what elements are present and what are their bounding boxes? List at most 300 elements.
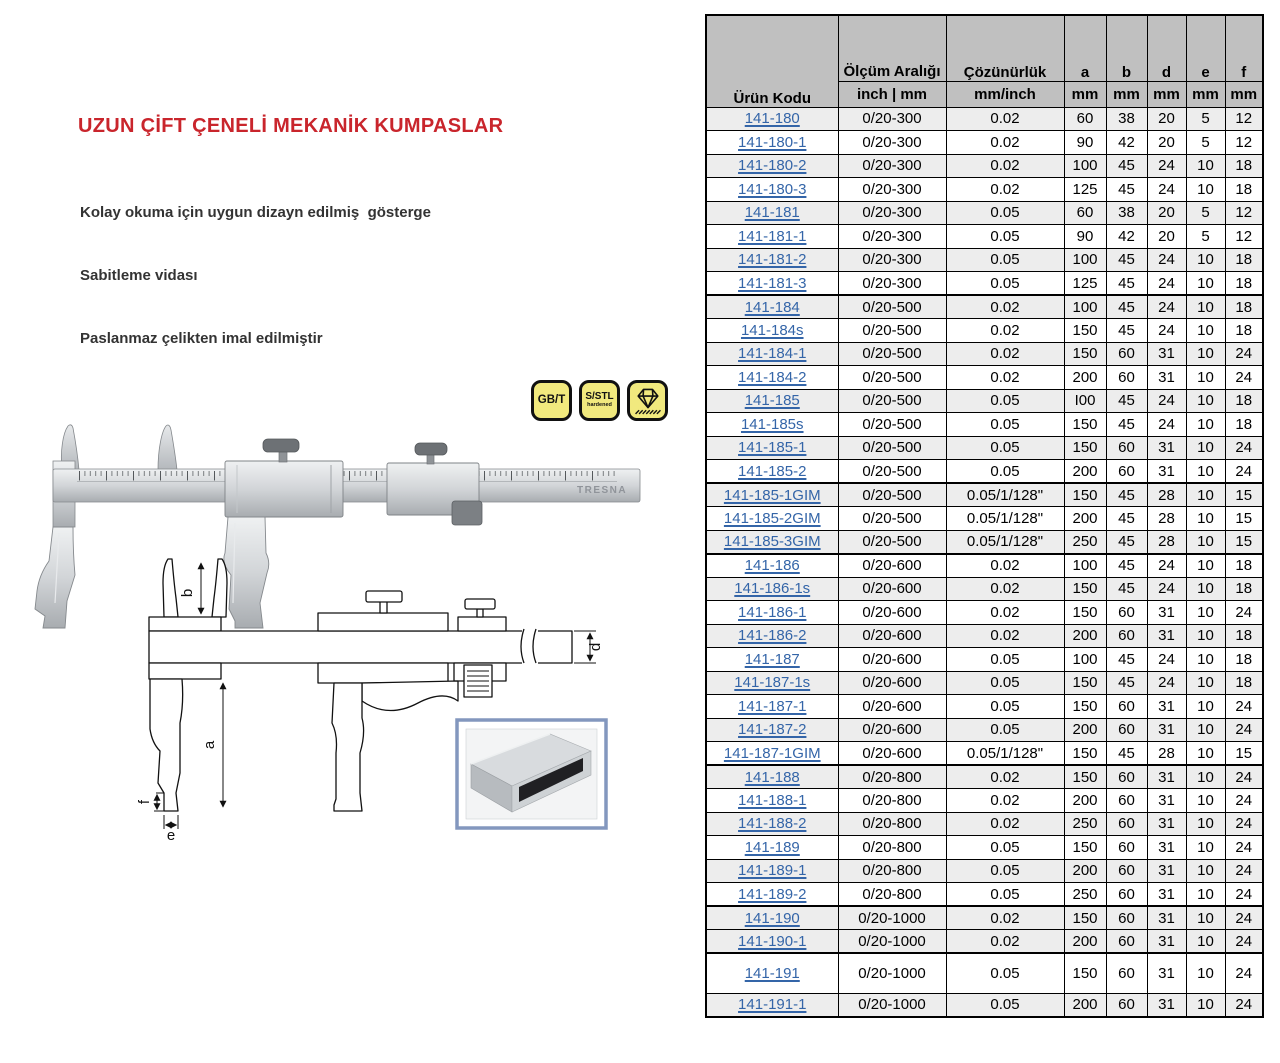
resolution-cell: 0.05: [946, 460, 1064, 484]
dim-cell: 60: [1106, 436, 1147, 460]
dim-cell: 10: [1186, 460, 1225, 484]
drawing-thumbscrew: [465, 599, 495, 609]
dim-cell: 60: [1106, 765, 1147, 789]
dim-cell: 60: [1064, 107, 1106, 131]
range-cell: 0/20-800: [838, 789, 946, 813]
dim-cell: 200: [1064, 789, 1106, 813]
range-cell: 0/20-600: [838, 648, 946, 672]
dim-cell: 10: [1186, 248, 1225, 272]
dim-cell: 42: [1106, 225, 1147, 249]
dim-cell: 45: [1106, 671, 1147, 695]
dim-cell: 24: [1225, 906, 1263, 930]
product-code-link[interactable]: 141-190: [744, 909, 800, 927]
spec-table-container: [705, 14, 1264, 1018]
dim-cell: 24: [1225, 436, 1263, 460]
product-code-link[interactable]: 141-185s: [740, 415, 804, 433]
resolution-cell: 0.05/1/128": [946, 530, 1064, 554]
product-code-cell: [706, 342, 838, 366]
product-code-link[interactable]: 141-187-2: [738, 721, 807, 739]
product-code-cell: [706, 718, 838, 742]
product-code-link[interactable]: 141-191-1: [738, 996, 807, 1013]
dim-cell: 24: [1225, 993, 1263, 1017]
product-code-link[interactable]: 141-181-2: [738, 251, 807, 269]
product-code-link[interactable]: 141-187-1: [738, 697, 807, 715]
table-row: [706, 836, 1263, 860]
range-cell: 0/20-300: [838, 201, 946, 225]
dim-cell: 60: [1106, 366, 1147, 390]
dim-cell: 24: [1225, 789, 1263, 813]
dim-cell: 24: [1225, 460, 1263, 484]
dim-cell: 60: [1106, 789, 1147, 813]
product-code-cell: [706, 366, 838, 390]
dim-cell: 150: [1064, 742, 1106, 766]
sstl-badge-sublabel: hardened: [587, 402, 612, 409]
dim-cell: 150: [1064, 695, 1106, 719]
product-code-link[interactable]: 141-189-2: [738, 885, 807, 903]
dim-cell: 45: [1106, 154, 1147, 178]
resolution-cell: 0.05: [946, 859, 1064, 883]
dim-cell: 12: [1225, 131, 1263, 155]
product-code-link[interactable]: 141-185-2GIM: [723, 509, 821, 527]
dim-cell: 31: [1147, 953, 1186, 993]
dim-cell: 10: [1186, 930, 1225, 954]
range-cell: 0/20-500: [838, 530, 946, 554]
dim-cell: 18: [1225, 624, 1263, 648]
table-row: [706, 413, 1263, 437]
resolution-cell: 0.05: [946, 248, 1064, 272]
resolution-cell: 0.05: [946, 201, 1064, 225]
dim-cell: 24: [1147, 577, 1186, 601]
dim-cell: 200: [1064, 718, 1106, 742]
range-cell: 0/20-300: [838, 131, 946, 155]
header-resolution-unit: mm/inch: [946, 81, 1064, 107]
product-code-cell: [706, 554, 838, 578]
feature-line: Kolay okuma için uygun dizayn edilmiş gösterge: [80, 204, 431, 221]
range-cell: 0/20-300: [838, 178, 946, 202]
product-code-link[interactable]: 141-184-1: [738, 345, 807, 363]
dim-cell: 60: [1106, 993, 1147, 1017]
dim-cell: 10: [1186, 272, 1225, 296]
dim-cell: 60: [1106, 695, 1147, 719]
product-code-cell: [706, 295, 838, 319]
resolution-cell: 0.05: [946, 272, 1064, 296]
dim-cell: 90: [1064, 131, 1106, 155]
resolution-cell: 0.05: [946, 695, 1064, 719]
dim-cell: 31: [1147, 342, 1186, 366]
dim-cell: 45: [1106, 295, 1147, 319]
dim-cell: 24: [1147, 319, 1186, 343]
product-code-cell: [706, 812, 838, 836]
range-cell: 0/20-500: [838, 366, 946, 390]
header-dim-a: a: [1064, 15, 1106, 81]
product-code-cell: [706, 319, 838, 343]
brand-label: TRESNA: [577, 485, 628, 496]
dim-cell: 42: [1106, 131, 1147, 155]
dim-cell: 90: [1064, 225, 1106, 249]
range-cell: 0/20-1000: [838, 930, 946, 954]
range-cell: 0/20-600: [838, 718, 946, 742]
dim-cell: 28: [1147, 483, 1186, 507]
dim-cell: 45: [1106, 413, 1147, 437]
dim-cell: 24: [1147, 554, 1186, 578]
dim-cell: 18: [1225, 413, 1263, 437]
dim-cell: 15: [1225, 530, 1263, 554]
product-code-link[interactable]: 141-180: [744, 110, 800, 128]
header-range-unit: inch | mm: [838, 81, 946, 107]
dim-cell: 31: [1147, 460, 1186, 484]
dim-cell: 24: [1147, 671, 1186, 695]
dim-cell: 31: [1147, 601, 1186, 625]
dim-cell: 18: [1225, 248, 1263, 272]
dim-cell: 10: [1186, 883, 1225, 907]
dim-cell: 31: [1147, 906, 1186, 930]
dim-cell: 10: [1186, 577, 1225, 601]
photo-upper-movable-jaw: [158, 425, 177, 470]
photo-lock-knob: [452, 501, 482, 525]
product-code-link[interactable]: 141-184s: [740, 321, 804, 339]
range-cell: 0/20-500: [838, 507, 946, 531]
table-row: [706, 742, 1263, 766]
dim-cell: 200: [1064, 366, 1106, 390]
header-unit-mm: mm: [1225, 81, 1263, 107]
dim-cell: 24: [1147, 178, 1186, 202]
diamond-hardness-icon: [627, 380, 668, 421]
product-code-link[interactable]: 141-189-1: [738, 862, 807, 880]
header-dim-f: f: [1225, 15, 1263, 81]
resolution-cell: 0.05: [946, 836, 1064, 860]
feature-line: Sabitleme vidası: [80, 267, 198, 284]
table-row: [706, 577, 1263, 601]
table-row: [706, 930, 1263, 954]
dim-cell: 150: [1064, 953, 1106, 993]
dim-cell: 5: [1186, 225, 1225, 249]
table-row: [706, 530, 1263, 554]
dim-cell: 10: [1186, 742, 1225, 766]
dim-cell: 45: [1106, 248, 1147, 272]
dim-cell: 24: [1225, 859, 1263, 883]
table-row: [706, 131, 1263, 155]
resolution-cell: 0.02: [946, 765, 1064, 789]
dim-cell: 38: [1106, 107, 1147, 131]
dim-label-e: e: [166, 827, 176, 844]
dim-cell: 45: [1106, 483, 1147, 507]
range-cell: 0/20-600: [838, 601, 946, 625]
product-code-cell: [706, 577, 838, 601]
range-cell: 0/20-500: [838, 319, 946, 343]
dim-cell: 45: [1106, 319, 1147, 343]
dim-cell: 15: [1225, 742, 1263, 766]
header-unit-mm: mm: [1106, 81, 1147, 107]
resolution-cell: 0.02: [946, 789, 1064, 813]
dim-label-a: a: [201, 740, 218, 750]
dim-cell: 10: [1186, 483, 1225, 507]
resolution-cell: 0.02: [946, 906, 1064, 930]
product-code-link[interactable]: 141-187: [744, 650, 800, 668]
drawing-lower-movable-jaw: [332, 683, 364, 811]
dim-cell: 45: [1106, 507, 1147, 531]
dim-cell: 12: [1225, 225, 1263, 249]
resolution-cell: 0.05: [946, 718, 1064, 742]
dim-cell: 10: [1186, 953, 1225, 993]
dim-cell: 200: [1064, 930, 1106, 954]
dim-cell: 24: [1147, 154, 1186, 178]
dim-cell: 60: [1106, 624, 1147, 648]
product-code-link[interactable]: 141-188-1: [738, 791, 807, 809]
dim-cell: 60: [1106, 342, 1147, 366]
table-row: [706, 295, 1263, 319]
resolution-cell: 0.05/1/128": [946, 483, 1064, 507]
product-code-link[interactable]: 141-180-2: [738, 157, 807, 175]
dim-cell: 250: [1064, 812, 1106, 836]
table-row: [706, 319, 1263, 343]
resolution-cell: 0.02: [946, 154, 1064, 178]
dim-cell: 150: [1064, 413, 1106, 437]
table-row: [706, 812, 1263, 836]
product-code-link[interactable]: 141-185: [744, 392, 800, 410]
range-cell: 0/20-1000: [838, 993, 946, 1017]
dim-cell: 60: [1106, 460, 1147, 484]
dim-cell: 150: [1064, 671, 1106, 695]
range-cell: 0/20-1000: [838, 906, 946, 930]
product-code-cell: [706, 225, 838, 249]
header-dim-d: d: [1147, 15, 1186, 81]
dim-cell: 45: [1106, 742, 1147, 766]
range-cell: 0/20-800: [838, 836, 946, 860]
dim-cell: 24: [1225, 601, 1263, 625]
dim-cell: 18: [1225, 554, 1263, 578]
table-row: [706, 107, 1263, 131]
table-row: [706, 366, 1263, 390]
dim-cell: 24: [1147, 248, 1186, 272]
dim-cell: 10: [1186, 789, 1225, 813]
range-cell: 0/20-600: [838, 554, 946, 578]
header-unit-mm: mm: [1186, 81, 1225, 107]
range-cell: 0/20-500: [838, 436, 946, 460]
dim-label-f: f: [136, 799, 153, 805]
drawing-beam: [149, 631, 572, 663]
product-code-cell: [706, 993, 838, 1017]
dim-cell: 45: [1106, 178, 1147, 202]
dim-cell: 60: [1106, 953, 1147, 993]
dim-cell: 24: [1225, 342, 1263, 366]
dim-cell: 10: [1186, 295, 1225, 319]
dim-cell: 125: [1064, 178, 1106, 202]
range-cell: 0/20-1000: [838, 953, 946, 993]
product-code-link[interactable]: 141-186: [744, 557, 800, 574]
dim-cell: 24: [1225, 953, 1263, 993]
table-row: [706, 272, 1263, 296]
dim-cell: 10: [1186, 695, 1225, 719]
dim-cell: 31: [1147, 836, 1186, 860]
range-cell: 0/20-500: [838, 483, 946, 507]
table-row: [706, 624, 1263, 648]
resolution-cell: 0.02: [946, 601, 1064, 625]
resolution-cell: 0.05: [946, 993, 1064, 1017]
dim-cell: 24: [1147, 295, 1186, 319]
diamond-glyph: [632, 384, 664, 417]
dim-cell: 5: [1186, 131, 1225, 155]
table-row: [706, 154, 1263, 178]
resolution-cell: 0.05/1/128": [946, 742, 1064, 766]
table-row: [706, 483, 1263, 507]
dim-cell: 60: [1106, 859, 1147, 883]
range-cell: 0/20-800: [838, 765, 946, 789]
spec-table-body: [706, 107, 1263, 1017]
drawing-fine-adjust-top: [458, 617, 506, 631]
dim-cell: 10: [1186, 993, 1225, 1017]
resolution-cell: 0.02: [946, 107, 1064, 131]
product-code-link[interactable]: 141-181: [744, 204, 800, 222]
product-code-cell: [706, 953, 838, 993]
dim-cell: 12: [1225, 107, 1263, 131]
resolution-cell: 0.02: [946, 319, 1064, 343]
resolution-cell: 0.05: [946, 389, 1064, 413]
product-code-cell: [706, 742, 838, 766]
dim-cell: 10: [1186, 812, 1225, 836]
product-code-cell: [706, 131, 838, 155]
dim-cell: 60: [1106, 601, 1147, 625]
product-code-link[interactable]: 141-185-1GIM: [723, 486, 821, 504]
product-code-cell: [706, 836, 838, 860]
product-code-link[interactable]: 141-184-2: [738, 368, 807, 386]
product-code-link[interactable]: 141-191: [744, 964, 800, 982]
product-code-link[interactable]: 141-188-2: [738, 815, 807, 833]
product-code-cell: [706, 248, 838, 272]
product-code-link[interactable]: 141-188: [744, 768, 800, 786]
product-code-link[interactable]: 141-189: [744, 838, 800, 856]
dim-cell: 250: [1064, 883, 1106, 907]
dim-cell: 18: [1225, 178, 1263, 202]
dim-cell: 24: [1225, 883, 1263, 907]
table-row: [706, 601, 1263, 625]
dim-cell: 10: [1186, 530, 1225, 554]
product-code-link[interactable]: 141-187-1GIM: [723, 744, 821, 762]
product-code-cell: [706, 154, 838, 178]
spec-table: [705, 14, 1264, 1018]
product-code-link[interactable]: 141-186-1s: [734, 580, 811, 598]
stainless-steel-hardened-badge: [579, 380, 620, 421]
product-code-link[interactable]: 141-180-3: [738, 180, 807, 198]
dim-cell: 10: [1186, 154, 1225, 178]
dim-cell: 10: [1186, 765, 1225, 789]
dim-cell: 10: [1186, 436, 1225, 460]
dim-cell: 5: [1186, 107, 1225, 131]
dim-cell: 18: [1225, 154, 1263, 178]
gbt-badge-label: GB/T: [537, 393, 566, 406]
dim-cell: 20: [1147, 225, 1186, 249]
product-code-link[interactable]: 141-181-1: [738, 227, 807, 245]
beam-cross-section-photo: [455, 718, 608, 830]
drawing-upper-movable-jaw: [212, 559, 227, 617]
product-code-link[interactable]: 141-185-1: [738, 439, 807, 457]
range-cell: 0/20-500: [838, 342, 946, 366]
product-code-cell: [706, 765, 838, 789]
resolution-cell: 0.02: [946, 366, 1064, 390]
header-dim-b: b: [1106, 15, 1147, 81]
dim-cell: 100: [1064, 648, 1106, 672]
dim-cell: 150: [1064, 436, 1106, 460]
product-code-cell: [706, 883, 838, 907]
range-cell: 0/20-800: [838, 859, 946, 883]
range-cell: 0/20-600: [838, 671, 946, 695]
dim-cell: 45: [1106, 577, 1147, 601]
dim-cell: 200: [1064, 507, 1106, 531]
product-code-link[interactable]: 141-190-1: [738, 932, 807, 950]
range-cell: 0/20-600: [838, 577, 946, 601]
dim-cell: 18: [1225, 671, 1263, 695]
product-code-link[interactable]: 141-184: [744, 298, 800, 316]
product-code-cell: [706, 272, 838, 296]
dim-cell: 20: [1147, 131, 1186, 155]
resolution-cell: 0.05: [946, 648, 1064, 672]
dim-cell: 10: [1186, 836, 1225, 860]
range-cell: 0/20-500: [838, 389, 946, 413]
page-title: UZUN ÇİFT ÇENELİ MEKANİK KUMPASLAR: [78, 115, 504, 137]
product-code-link[interactable]: 141-181-3: [738, 274, 807, 292]
product-code-cell: [706, 460, 838, 484]
dim-cell: 10: [1186, 178, 1225, 202]
resolution-cell: 0.02: [946, 930, 1064, 954]
dim-cell: 20: [1147, 201, 1186, 225]
dim-cell: 31: [1147, 789, 1186, 813]
table-row: [706, 342, 1263, 366]
dim-cell: 100: [1064, 248, 1106, 272]
dim-cell: 10: [1186, 648, 1225, 672]
table-row: [706, 859, 1263, 883]
dim-cell: 150: [1064, 577, 1106, 601]
dim-cell: 24: [1225, 366, 1263, 390]
table-row: [706, 648, 1263, 672]
feature-line: Paslanmaz çelikten imal edilmiştir: [80, 330, 323, 347]
dim-label-b: b: [179, 588, 196, 598]
resolution-cell: 0.05: [946, 883, 1064, 907]
dim-cell: 24: [1225, 812, 1263, 836]
product-code-link[interactable]: 141-180-1: [738, 133, 807, 151]
table-row: [706, 695, 1263, 719]
product-code-link[interactable]: 141-185-2: [738, 462, 807, 480]
dim-cell: 45: [1106, 554, 1147, 578]
range-cell: 0/20-500: [838, 460, 946, 484]
table-row: [706, 953, 1263, 993]
dim-cell: 31: [1147, 930, 1186, 954]
dim-cell: 31: [1147, 436, 1186, 460]
resolution-cell: 0.02: [946, 624, 1064, 648]
header-resolution-title: Çözünürlük: [946, 15, 1064, 81]
drawing-upper-fixed-jaw: [163, 559, 178, 617]
dim-cell: 18: [1225, 272, 1263, 296]
dim-cell: 60: [1106, 906, 1147, 930]
range-cell: 0/20-300: [838, 248, 946, 272]
product-code-cell: [706, 201, 838, 225]
product-code-link[interactable]: 141-187-1s: [734, 674, 811, 692]
dim-cell: 24: [1147, 272, 1186, 296]
dim-cell: 31: [1147, 883, 1186, 907]
dim-cell: 24: [1147, 413, 1186, 437]
product-code-link[interactable]: 141-185-3GIM: [723, 533, 821, 550]
product-code-cell: [706, 859, 838, 883]
dim-cell: 28: [1147, 742, 1186, 766]
range-cell: 0/20-600: [838, 695, 946, 719]
dim-cell: 150: [1064, 319, 1106, 343]
dim-cell: 20: [1147, 107, 1186, 131]
header-dim-e: e: [1186, 15, 1225, 81]
dim-cell: 31: [1147, 718, 1186, 742]
product-code-cell: [706, 436, 838, 460]
product-code-link[interactable]: 141-186-1: [738, 603, 807, 621]
product-code-link[interactable]: 141-186-2: [738, 627, 807, 645]
dim-cell: 24: [1225, 836, 1263, 860]
resolution-cell: 0.05: [946, 671, 1064, 695]
